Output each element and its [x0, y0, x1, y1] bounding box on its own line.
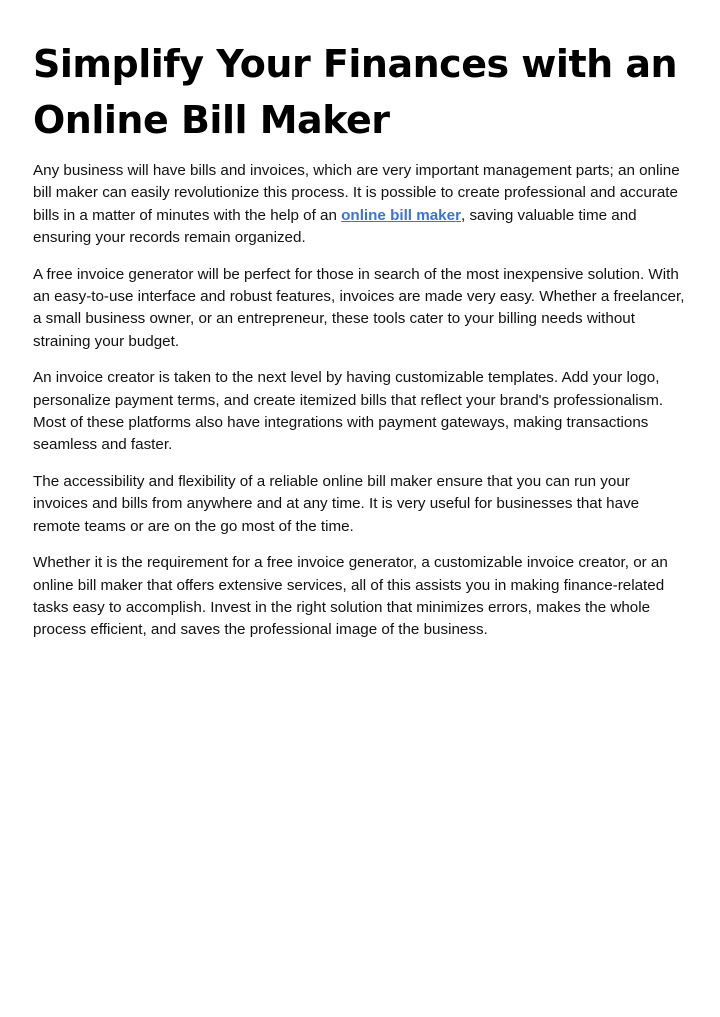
paragraph-accessibility: The accessibility and flexibility of a reliable online bill maker ensure that you can run your invoices and bills from anywhere and at any time. It is very useful for businesses that have remote teams or are on the go most of the time.	[33, 472, 640, 535]
paragraph-invoice-creator: An invoice creator is taken to the next level by having customizable templates. Add your logo, personalize payment terms, and create itemized bills that reflect your brand's professionalism. Most of these platforms also have integrations with payment gateways, making transactions seamless and faster.	[33, 369, 664, 454]
paragraph-free-invoice-generator: A free invoice generator will be perfect for those in search of the most inexpensive solution. With an easy-to-use interface and robust features, invoices are made very easy. Whether a freelancer, a small business owner, or an entrepreneur, these tools cater to your billing needs without straining your budget.	[33, 265, 685, 350]
page-title: Simplify Your Finances with an Online Bill Maker	[33, 42, 678, 142]
paragraph-intro	[33, 160, 688, 250]
paragraph-intro-text-after: , saving valuable time and ensuring your records remain organized.	[33, 206, 637, 247]
paragraph-intro-text-before: Any business will have bills and invoices, which are very important management parts; an online bill maker can easily revolutionize this process. It is possible to create professional and accurate bills in a matter of minutes with the help of an	[33, 162, 680, 224]
document-page	[33, 36, 688, 656]
paragraph-conclusion: Whether it is the requirement for a free invoice generator, a customizable invoice creator, or an online bill maker that offers extensive services, all of this assists you in making finance-related tasks easy to accomplish. Invest in the right solution that minimizes errors, makes the whole process efficient, and saves the professional image of the business.	[33, 554, 668, 639]
online-bill-maker-link[interactable]: online bill maker	[341, 206, 461, 224]
